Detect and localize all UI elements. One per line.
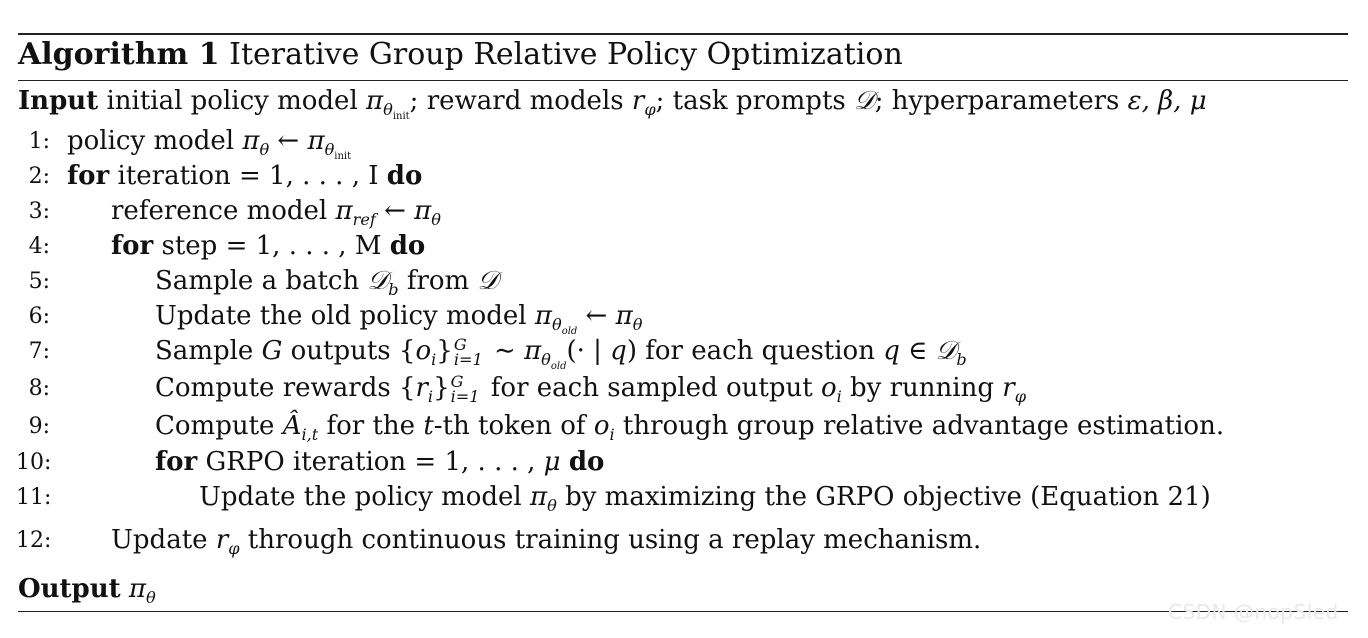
output-keyword: Output — [18, 574, 121, 604]
algorithm-label: Algorithm 1 — [18, 37, 220, 72]
algorithm-name: Iterative Group Relative Policy Optimization — [229, 37, 903, 72]
line-text: Update the policy model $\pi_\theta$ by maximizing the GRPO objective (Equation 21) — [199, 482, 1211, 516]
watermark: CSDN @nopSled — [1168, 600, 1339, 624]
input-line: Input initial policy model $\pi_{\theta_{init}}$; reward models $r_\varphi$; task prompts 𝒟; hyperparameters ε, β, μ — [18, 86, 1207, 123]
line-text: Update $r_\varphi$ through continuous training using a replay mechanism. — [111, 525, 982, 559]
line-text: for iteration = 1, . . . , I do — [67, 161, 423, 191]
line-number: 5: — [28, 269, 50, 294]
line-number: 12: — [16, 528, 52, 553]
line-text: for step = 1, . . . , M do — [111, 231, 426, 261]
line-text: Sample G outputs $\{o_i\}$ G i=1 ∼ $\pi_{\theta_{old}}(\cdot$ | q) for each question q ∈ 𝒟$_b$ — [155, 334, 967, 373]
line-number: 8: — [28, 376, 50, 401]
line-number: 1: — [28, 129, 50, 154]
line-text: for GRPO iteration = 1, . . . , μ do — [155, 447, 605, 477]
line-text: reference model $\pi_{ref}$ ← $\pi_\theta$ — [111, 196, 441, 230]
line-number: 7: — [28, 339, 50, 364]
line-number: 10: — [16, 450, 52, 475]
line-number: 2: — [28, 164, 50, 189]
line-text: Compute $Â_{i,t}$ for the t-th token of $o_i$ through group relative advantage estimation. — [155, 411, 1225, 445]
line-number: 11: — [16, 485, 52, 510]
top-rule — [18, 33, 1348, 35]
line-number: 9: — [28, 414, 50, 439]
line-text: Update the old policy model $\pi_{\theta_{old}}$ ← $\pi_\theta$ — [155, 301, 643, 338]
output-line: Output $\pi_\theta$ — [18, 574, 156, 608]
algorithm-title — [18, 37, 903, 73]
line-text: Sample a batch 𝒟$_b$ from 𝒟 — [155, 266, 499, 300]
title-rule — [18, 80, 1348, 81]
line-text: Compute rewards $\{r_i\}$ G i=1 for each sampled output $o_i$ by running $r_\varphi$ — [155, 371, 1026, 407]
line-text: policy model $\pi_\theta$ ← $\pi_{\theta_{init}}$ — [67, 126, 352, 163]
line-number: 3: — [28, 199, 50, 224]
line-number: 6: — [28, 304, 50, 329]
line-number: 4: — [28, 234, 50, 259]
input-keyword: Input — [18, 86, 99, 116]
bottom-rule — [18, 611, 1348, 612]
